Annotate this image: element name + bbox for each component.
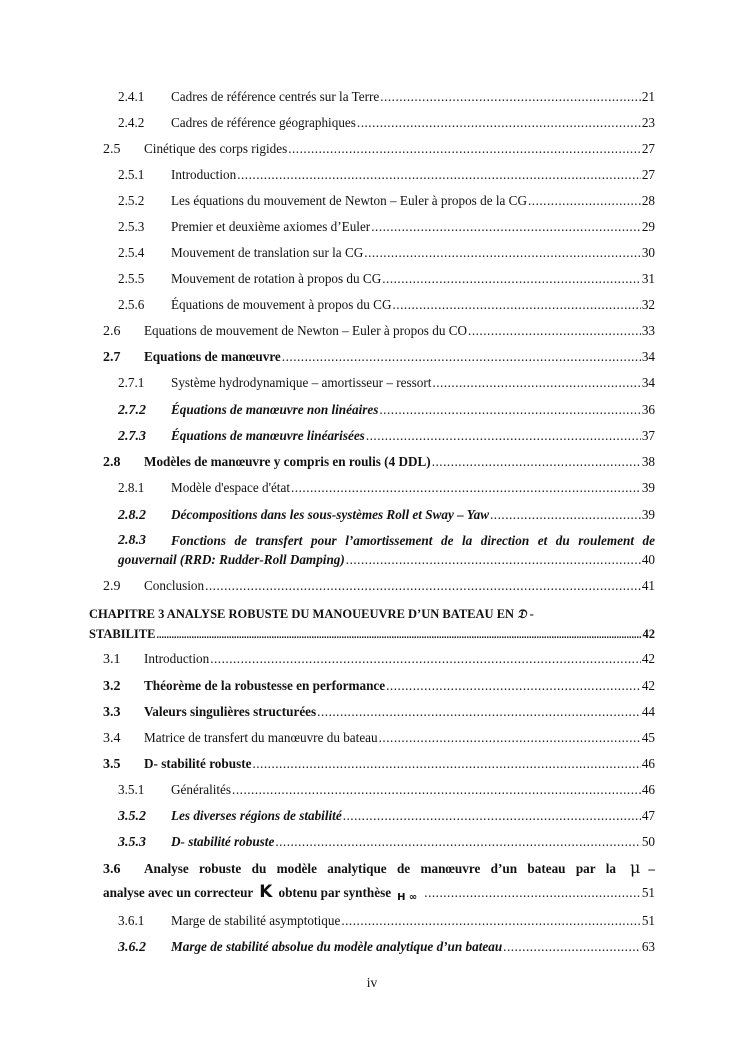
section-title-dash: – [648, 861, 655, 876]
dot-leader [346, 552, 641, 568]
section-title: D- stabilité robuste [171, 834, 275, 849]
dot-leader [371, 219, 641, 235]
section-number: 3.5.1 [118, 782, 145, 797]
page-number: 29 [641, 219, 655, 234]
page-number: 27 [641, 167, 655, 182]
section-title: Cadres de référence centrés sur la Terre [171, 89, 380, 104]
section-number: 2.7 [103, 350, 121, 365]
dot-leader [275, 834, 641, 850]
dot-leader [424, 885, 641, 901]
toc-entry-3-5[interactable] [103, 756, 655, 773]
section-number: 2.7.2 [118, 403, 146, 418]
section-number: 2.8 [103, 455, 121, 470]
dot-leader [393, 297, 641, 313]
toc-entry-2-5-6[interactable] [118, 297, 655, 313]
section-title: D- stabilité robuste [144, 756, 252, 771]
section-number: 2.7.3 [118, 429, 146, 444]
toc-entry-3-5-2[interactable] [118, 808, 655, 825]
toc-entry-2-7-3[interactable] [118, 428, 655, 445]
section-number: 2.9 [103, 579, 121, 594]
section-number: 2.5.1 [118, 167, 145, 182]
toc-entry-3-4[interactable] [103, 730, 655, 747]
dot-leader [380, 89, 641, 105]
section-title: Équations de manœuvre linéarisées [171, 428, 365, 443]
dot-leader [364, 245, 641, 261]
section-title: Les équations du mouvement de Newton – Euler à propos de la CG [171, 193, 527, 208]
toc-entry-3-6-line1[interactable] [103, 860, 655, 878]
dot-leader [343, 808, 641, 824]
toc-entry-2-4-2[interactable] [118, 115, 655, 131]
page-number: 28 [641, 193, 655, 208]
toc-entry-2-4-1[interactable] [118, 89, 655, 105]
section-title: Conclusion [144, 578, 205, 593]
page-number: 42 [641, 678, 655, 693]
section-title: Matrice de transfert du manœuvre du bateau [144, 730, 378, 745]
section-number: 3.5.3 [118, 835, 146, 850]
section-title: Généralités [171, 782, 232, 797]
toc-entry-2-5-5[interactable] [118, 271, 655, 287]
section-number: 2.5.3 [118, 219, 145, 234]
section-number: 3.1 [103, 652, 121, 667]
chapter-title-line2: STABILITE [89, 627, 156, 641]
toc-entry-2-5-2[interactable] [118, 193, 655, 209]
page-number: 34 [641, 375, 655, 390]
section-number: 3.4 [103, 731, 121, 746]
toc-entry-2-8[interactable] [103, 454, 655, 471]
chapter-title-line1: CHAPITRE 3 ANALYSE ROBUSTE DU MANOUEUVRE D’UN BATEAU EN [89, 607, 515, 621]
page-number: 34 [641, 349, 655, 364]
dot-leader [291, 480, 641, 496]
dot-leader [341, 913, 640, 929]
toc-entry-2-5-1[interactable] [118, 167, 655, 183]
section-title: Cadres de référence géographiques [171, 115, 356, 130]
section-number: 3.6 [103, 862, 121, 877]
chapter-title-dash: - [529, 607, 534, 621]
d-symbol-icon: 𝔇 [517, 606, 527, 621]
page-number: 32 [641, 297, 655, 312]
toc-entry-3-6-2[interactable] [118, 939, 655, 956]
page-number: 50 [641, 834, 655, 849]
k-symbol-icon: K [259, 882, 273, 902]
page-number: 47 [641, 808, 655, 823]
toc-entry-2-7-2[interactable] [118, 402, 655, 419]
toc-entry-2-7-1[interactable] [118, 375, 655, 391]
page-number: 41 [641, 578, 655, 593]
section-title: Valeurs singulières structurées [144, 704, 317, 719]
section-number: 2.5.2 [118, 193, 145, 208]
section-number: 2.4.1 [118, 89, 145, 104]
section-title: Equations de mouvement de Newton – Euler à propos du CO [144, 323, 468, 338]
section-title: Les diverses régions de stabilité [171, 808, 342, 823]
dot-leader [432, 454, 641, 470]
section-number: 2.7.1 [118, 375, 145, 390]
section-number: 2.5 [103, 142, 121, 157]
page-number: 33 [641, 323, 655, 338]
dot-leader [282, 349, 641, 365]
page-number: 23 [641, 115, 655, 130]
toc-entry-3-3[interactable] [103, 704, 655, 721]
section-title: Marge de stabilité absolue du modèle analytique d’un bateau [171, 939, 503, 954]
page-number: 37 [641, 428, 655, 443]
page-number: 46 [641, 782, 655, 797]
section-title-line2: gouvernail (RRD: Rudder-Roll Damping) [118, 552, 345, 567]
toc-entry-2-7[interactable] [103, 349, 655, 366]
dot-leader [382, 271, 641, 287]
section-number: 2.5.6 [118, 297, 145, 312]
section-number: 2.5.4 [118, 245, 145, 260]
dot-leader [232, 782, 641, 798]
toc-entry-3-6-1[interactable] [118, 913, 655, 929]
section-title: Théorème de la robustesse en performance [144, 678, 386, 693]
toc-chapter-3-line2[interactable] [89, 626, 655, 644]
toc-entry-2-8-1[interactable] [118, 480, 655, 496]
section-title: Mouvement de rotation à propos du CG [171, 271, 382, 286]
page-number: 45 [641, 730, 655, 745]
section-title-line1: Analyse robuste du modèle analytique de manœuvre d’un bateau par la [144, 861, 616, 876]
page-number: 42 [641, 651, 655, 666]
section-title: Mouvement de translation sur la CG [171, 245, 364, 260]
page-number: 39 [641, 480, 655, 495]
page-folio: iv [366, 975, 378, 990]
dot-leader [288, 141, 641, 157]
section-number: 2.8.3 [118, 533, 146, 548]
section-title: Premier et deuxième axiomes d’Euler [171, 219, 371, 234]
dot-leader [237, 167, 641, 183]
section-title-line1: Fonctions de transfert pour l’amortissement de la direction et du roulement de [171, 533, 655, 548]
dot-leader [210, 651, 641, 667]
section-number: 2.8.2 [118, 508, 146, 523]
section-title: Équations de mouvement à propos du CG [171, 297, 392, 312]
dot-leader [503, 939, 641, 955]
toc-entry-3-6-line2[interactable] [103, 884, 655, 903]
dot-leader [156, 628, 641, 644]
toc-entry-3-5-1[interactable] [118, 782, 655, 798]
section-title: Cinétique des corps rigides [144, 141, 288, 156]
dot-leader [432, 375, 640, 391]
dot-leader [379, 730, 641, 746]
section-number: 3.3 [103, 705, 121, 720]
section-number: 2.4.2 [118, 115, 145, 130]
section-number: 2.8.1 [118, 480, 145, 495]
page-number: 30 [641, 245, 655, 260]
toc-entry-2-5-4[interactable] [118, 245, 655, 261]
section-title: Système hydrodynamique – amortisseur – ressort [171, 375, 432, 390]
h-infinity-icon: H ∞ [397, 892, 418, 903]
dot-leader [490, 507, 641, 523]
section-number: 3.5.2 [118, 809, 146, 824]
mu-symbol-icon: μ [630, 858, 641, 877]
dot-leader [528, 193, 641, 209]
dot-leader [317, 704, 641, 720]
section-title: Décompositions dans les sous-systèmes Roll et Sway – Yaw [171, 507, 489, 522]
toc-entry-2-8-2[interactable] [118, 507, 655, 524]
page-number: 21 [641, 89, 655, 104]
section-number: 3.6.2 [118, 940, 146, 955]
dot-leader [386, 678, 641, 694]
toc-entry-2-5[interactable] [103, 141, 655, 158]
section-number: 2.6 [103, 324, 121, 339]
page-number: 31 [641, 271, 655, 286]
toc-entry-2-8-3-line2[interactable] [118, 552, 655, 568]
section-title: Modèles de manœuvre y compris en roulis (4 DDL) [144, 454, 431, 469]
section-number: 3.6.1 [118, 913, 145, 928]
section-title: Introduction [171, 167, 237, 182]
page-number: 36 [641, 402, 655, 417]
dot-leader [252, 756, 640, 772]
toc-entry-3-1[interactable] [103, 651, 655, 668]
dot-leader [357, 115, 641, 131]
toc-chapter-3-line1[interactable] [89, 606, 534, 622]
toc-entry-2-6[interactable] [103, 323, 655, 340]
section-number: 2.5.5 [118, 271, 145, 286]
page-number: 40 [641, 552, 655, 567]
section-title: Équations de manœuvre non linéaires [171, 402, 379, 417]
section-title: Marge de stabilité asymptotique [171, 913, 341, 928]
toc-entry-3-5-3[interactable] [118, 834, 655, 851]
toc-entry-3-2[interactable] [103, 678, 655, 695]
section-title: Modèle d'espace d'état [171, 480, 290, 495]
page-number: 38 [641, 454, 655, 469]
dot-leader [205, 578, 641, 594]
section-number: 3.2 [103, 679, 121, 694]
page-number: 42 [642, 627, 655, 641]
toc-entry-2-5-3[interactable] [118, 219, 655, 235]
toc-entry-2-8-3-line1[interactable] [118, 533, 655, 549]
section-number: 3.5 [103, 757, 121, 772]
dot-leader [468, 323, 641, 339]
page-number: 39 [641, 507, 655, 522]
section-title: Introduction [144, 651, 210, 666]
dot-leader [366, 428, 641, 444]
section-title: Equations de manœuvre [144, 349, 281, 364]
toc-entry-2-9[interactable] [103, 578, 655, 595]
dot-leader [379, 402, 640, 418]
section-title-line2b: obtenu par synthèse [278, 885, 392, 900]
section-title-line2a: analyse avec un correcteur [103, 885, 254, 900]
page-number: 63 [641, 939, 655, 954]
page-number: 51 [641, 913, 655, 928]
page-number: 51 [641, 885, 655, 900]
page-number: 44 [641, 704, 655, 719]
page-number: 27 [641, 141, 655, 156]
page-number: 46 [641, 756, 655, 771]
